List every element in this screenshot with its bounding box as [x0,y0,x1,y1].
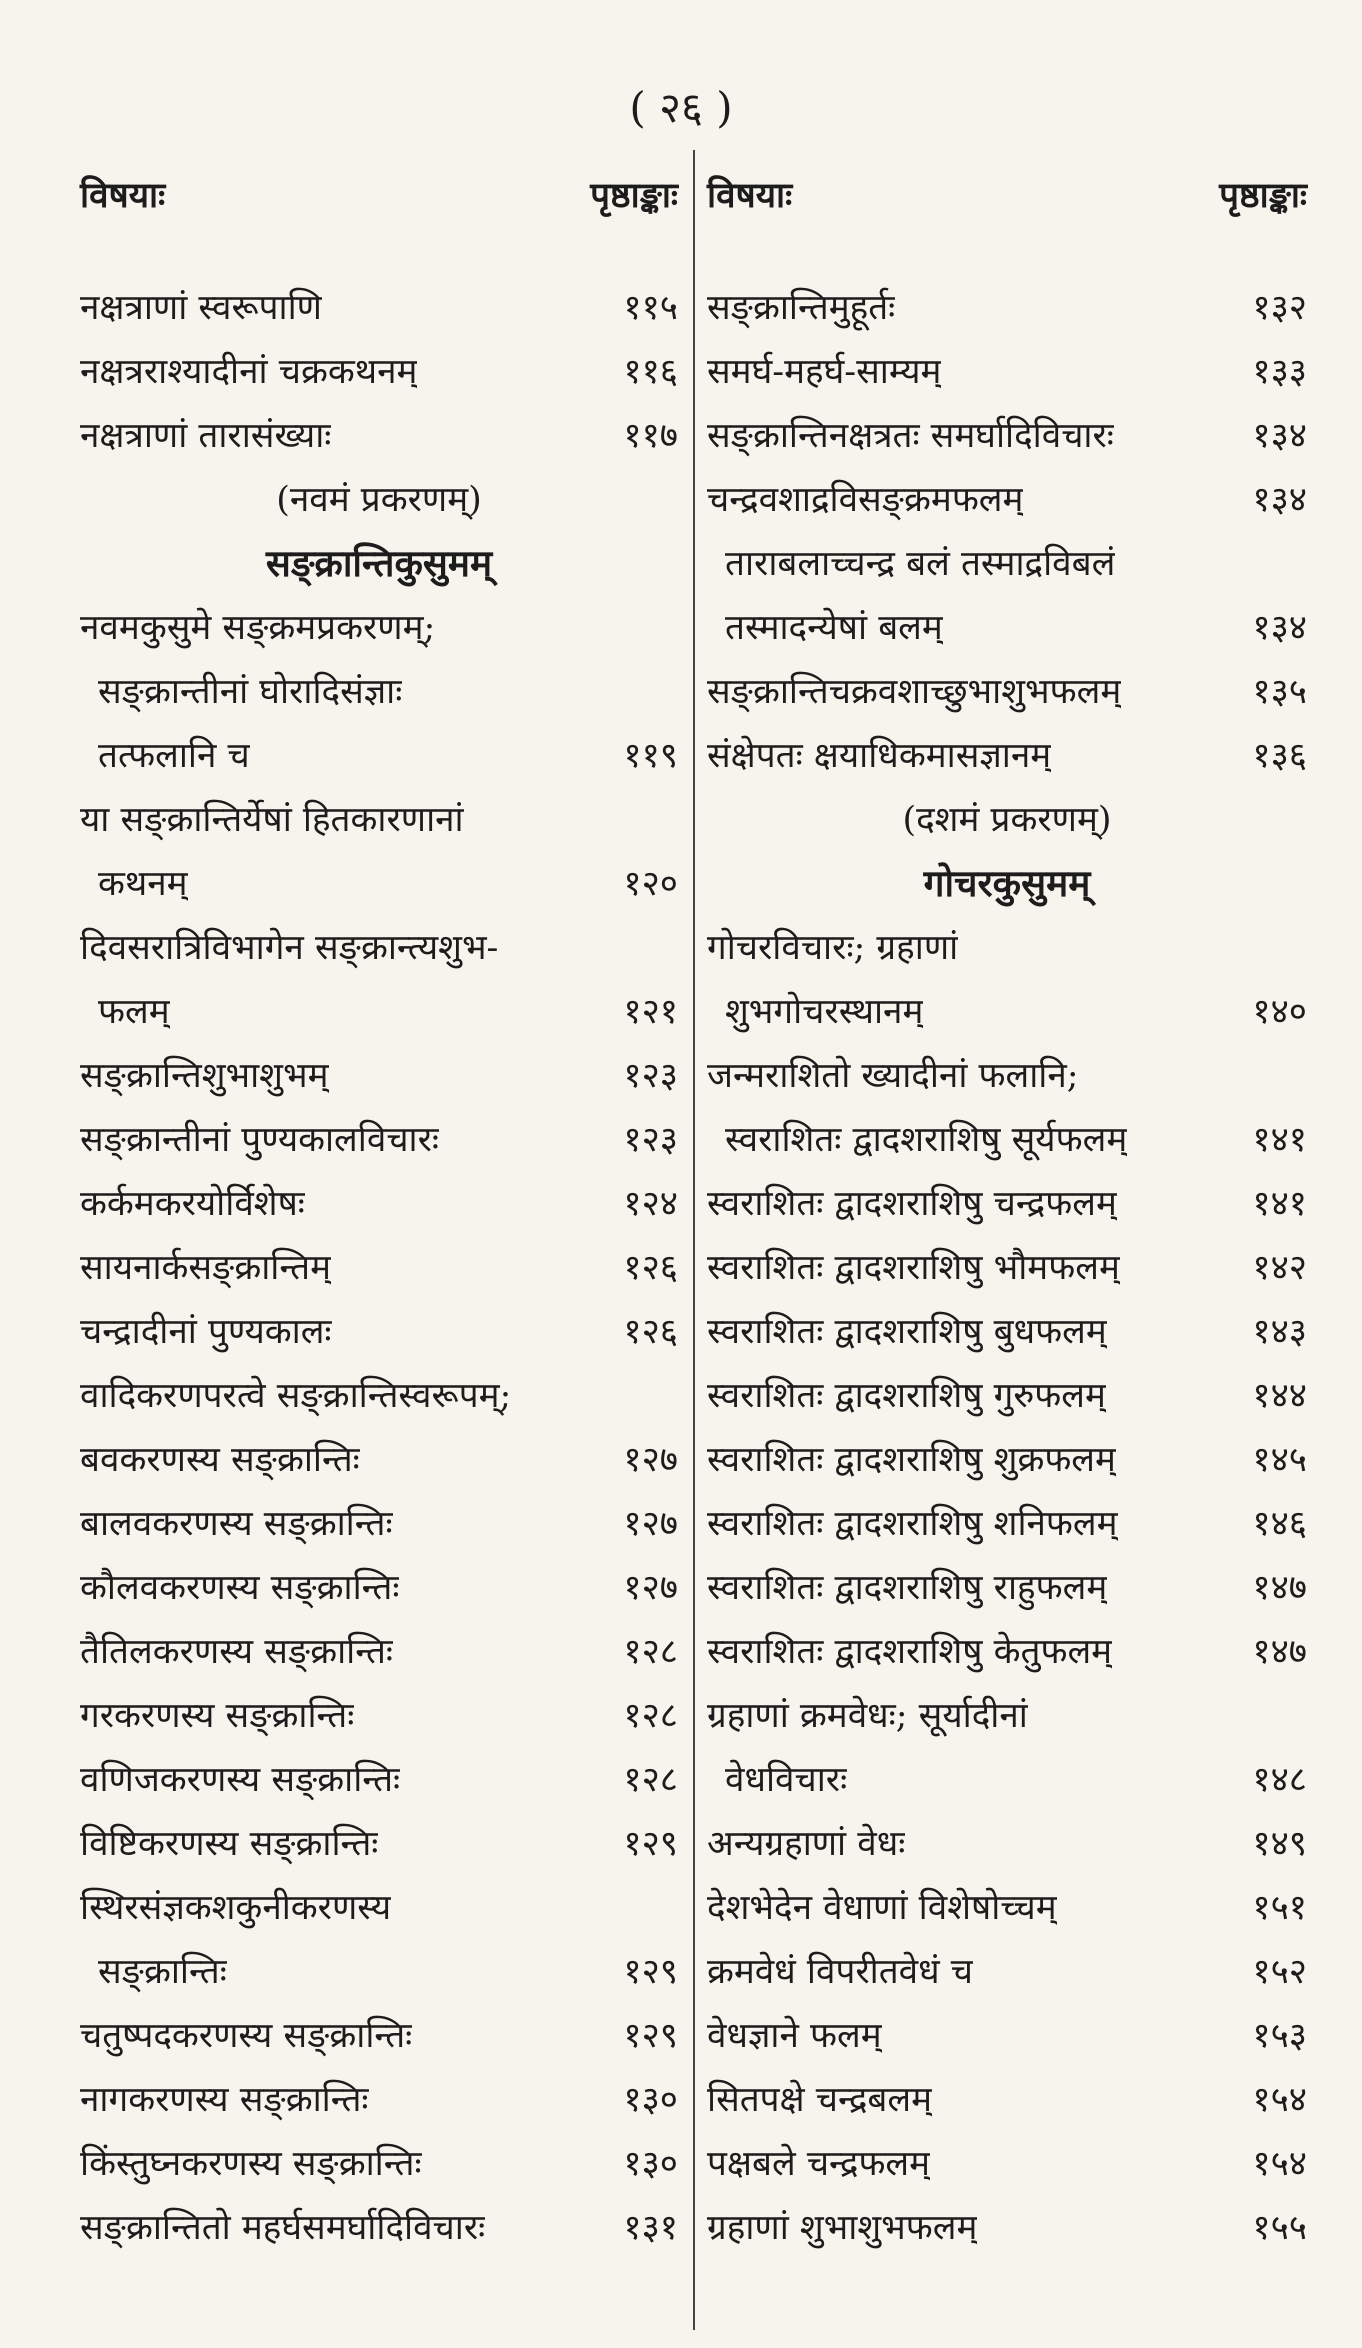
entry-title: फलम् [98,992,170,1032]
entry-title: स्वराशितः द्वादशराशिषु बुधफलम् [707,1312,1107,1352]
index-entry [707,1876,1307,1940]
left-column-header [80,168,678,224]
entry-title: तत्फलानि च [98,736,250,776]
entry-page-number: १२६ [623,1248,678,1288]
subject-header: विषयाः [707,176,793,216]
index-entry [80,980,678,1044]
entry-page-number: १२८ [623,1760,678,1800]
entry-title: किंस्तुघ्नकरणस्य सङ्क्रान्तिः [80,2144,422,2184]
entry-page-number: १३४ [1252,416,1307,456]
entry-title: सङ्क्रान्तीनां पुण्यकालविचारः [80,1120,439,1160]
index-entry [707,1364,1307,1428]
entry-page-number: १२९ [623,1952,678,1992]
entry-title: नक्षत्राणां स्वरूपाणि [80,288,322,328]
index-entry [80,1300,678,1364]
entry-page-number: १३३ [1252,352,1307,392]
index-entry [80,1492,678,1556]
entry-page-number: १५३ [1252,2016,1307,2056]
entry-page-number: १५१ [1252,1888,1307,1928]
entry-page-number: १३० [623,2080,678,2120]
entry-page-number: १२३ [623,1120,678,1160]
entry-title: नक्षत्रराश्यादीनां चक्रकथनम् [80,352,418,392]
index-entry [80,724,678,788]
index-entry [80,2132,678,2196]
index-entry [707,596,1307,660]
index-entry [707,1684,1307,1748]
entry-title: कौलवकरणस्य सङ्क्रान्तिः [80,1568,400,1608]
subject-header: विषयाः [80,176,166,216]
entry-page-number: १४७ [1252,1632,1307,1672]
index-entry [707,468,1307,532]
entry-title: सङ्क्रान्तिचक्रवशाच्छुभाशुभफलम् [707,672,1122,712]
entry-title: देशभेदेन वेधाणां विशेषोच्चम् [707,1888,1057,1928]
entry-page-number: १५२ [1252,1952,1307,1992]
index-entry [707,660,1307,724]
index-entry [707,1236,1307,1300]
index-entry [80,404,678,468]
entry-title: स्वराशितः द्वादशराशिषु गुरुफलम् [707,1376,1106,1416]
entry-title: वेधविचारः [725,1760,848,1800]
entry-page-number: १२९ [623,1824,678,1864]
entry-title: नागकरणस्य सङ्क्रान्तिः [80,2080,369,2120]
section-title: सङ्क्रान्तिकुसुमम् [265,542,493,585]
entry-page-number: १२४ [623,1184,678,1224]
index-entry [80,340,678,404]
index-entry [80,788,678,852]
entry-title: चतुष्पदकरणस्य सङ्क्रान्तिः [80,2016,413,2056]
index-entry [707,1492,1307,1556]
chapter-heading: (दशमं प्रकरणम्) [902,800,1112,840]
entry-page-number: १३४ [1252,480,1307,520]
entry-page-number: १२८ [623,1632,678,1672]
index-entry [707,2132,1307,2196]
column-divider [693,150,695,2330]
entry-title: सङ्क्रान्तिशुभाशुभम् [80,1056,329,1096]
entry-page-number: १३५ [1252,672,1307,712]
entry-title: ग्रहाणां क्रमवेधः; सूर्यादीनां [707,1696,1028,1736]
page-header: पृष्ठाङ्काः [1219,176,1307,216]
entry-title: स्वराशितः द्वादशराशिषु शनिफलम् [707,1504,1118,1544]
entry-title: ताराबलाच्चन्द्र बलं तस्माद्रविबलं [725,544,1116,584]
entry-title: नक्षत्राणां तारासंख्याः [80,416,332,456]
index-entry [80,1684,678,1748]
entry-title: वादिकरणपरत्वे सङ्क्रान्तिस्वरूपम्; [80,1376,512,1416]
entry-page-number: १४६ [1252,1504,1307,1544]
entry-title: नवमकुसुमे सङ्क्रमप्रकरणम्; [80,608,436,648]
entry-title: बालवकरणस्य सङ्क्रान्तिः [80,1504,393,1544]
entry-page-number: १४० [1252,992,1307,1032]
right-entries [707,276,1307,2260]
index-entry [707,1940,1307,2004]
index-entry [80,1876,678,1940]
entry-page-number: १४१ [1252,1184,1307,1224]
entry-page-number: ११५ [623,288,678,328]
index-entry [80,916,678,980]
entry-page-number: १३६ [1252,736,1307,776]
index-entry [80,2004,678,2068]
entry-title: सङ्क्रान्तिः [98,1952,227,1992]
entry-page-number: १४५ [1252,1440,1307,1480]
entry-page-number: १२० [623,864,678,904]
index-entry [707,1812,1307,1876]
entry-page-number: १३२ [1252,288,1307,328]
entry-page-number: १४९ [1252,1824,1307,1864]
index-entry [707,916,1307,980]
index-entry [707,1620,1307,1684]
entry-title: सङ्क्रान्तितो महर्घसमर्घादिविचारः [80,2208,486,2248]
left-entries [80,276,678,2260]
entry-title: सङ्क्रान्तीनां घोरादिसंज्ञाः [98,672,403,712]
index-entry [80,1556,678,1620]
entry-title: सङ्क्रान्तिनक्षत्रतः समर्घादिविचारः [707,416,1114,456]
entry-title: या सङ्क्रान्तिर्येषां हितकारणानां [80,800,464,840]
entry-page-number: १५५ [1252,2208,1307,2248]
entry-title: तैतिलकरणस्य सङ्क्रान्तिः [80,1632,394,1672]
entry-title: बवकरणस्य सङ्क्रान्तिः [80,1440,360,1480]
entry-title: जन्मराशितो ख्यादीनां फलानि; [707,1056,1079,1096]
entry-page-number: १३१ [623,2208,678,2248]
entry-page-number: १२८ [623,1696,678,1736]
entry-title: स्वराशितः द्वादशराशिषु राहुफलम् [707,1568,1108,1608]
entry-page-number: १४३ [1252,1312,1307,1352]
entry-title: समर्घ-महर्घ-साम्यम् [707,352,942,392]
entry-page-number: ११९ [623,736,678,776]
entry-title: वेधज्ञाने फलम् [707,2016,882,2056]
entry-title: अन्यग्रहाणां वेधः [707,1824,906,1864]
entry-title: स्वराशितः द्वादशराशिषु भौमफलम् [707,1248,1120,1288]
index-entry [707,340,1307,404]
entry-title: स्वराशितः द्वादशराशिषु शुक्रफलम् [707,1440,1116,1480]
entry-page-number: १४२ [1252,1248,1307,1288]
index-entry [707,1300,1307,1364]
entry-title: सायनार्कसङ्क्रान्तिम् [80,1248,332,1288]
entry-page-number: १५४ [1252,2144,1307,2184]
index-entry [80,852,678,916]
entry-page-number: १४८ [1252,1760,1307,1800]
index-entry [707,532,1307,596]
left-column [80,168,678,2260]
entry-title: कर्कमकरयोर्विशेषः [80,1184,305,1224]
entry-page-number: १४१ [1252,1120,1307,1160]
index-entry [80,1364,678,1428]
index-entry [80,596,678,660]
index-entry [707,276,1307,340]
entry-title: विष्टिकरणस्य सङ्क्रान्तिः [80,1824,379,1864]
index-entry [707,404,1307,468]
index-entry [707,724,1307,788]
entry-title: स्वराशितः द्वादशराशिषु चन्द्रफलम् [707,1184,1117,1224]
index-entry [80,1044,678,1108]
index-entry [80,1812,678,1876]
entry-title: तस्मादन्येषां बलम् [725,608,943,648]
entry-page-number: १२१ [623,992,678,1032]
entry-title: स्थिरसंज्ञकशकुनीकरणस्य [80,1888,392,1928]
right-column-header [707,168,1307,224]
index-entry [80,1748,678,1812]
chapter-heading: (नवमं प्रकरणम्) [276,480,482,520]
index-entry [80,1940,678,2004]
entry-page-number: ११६ [623,352,678,392]
entry-title: सङ्क्रान्तिमुहूर्तः [707,288,896,328]
right-column [707,168,1307,2260]
entry-title: गरकरणस्य सङ्क्रान्तिः [80,1696,355,1736]
index-entry [80,1236,678,1300]
index-entry [80,660,678,724]
entry-page-number: १२९ [623,2016,678,2056]
entry-title: क्रमवेधं विपरीतवेधं च [707,1952,973,1992]
entry-title: स्वराशितः द्वादशराशिषु केतुफलम् [707,1632,1113,1672]
index-entry [80,1172,678,1236]
entry-page-number: १३४ [1252,608,1307,648]
section-title: गोचरकुसुमम् [923,862,1091,905]
entry-title: सितपक्षे चन्द्रबलम् [707,2080,933,2120]
entry-page-number: १४७ [1252,1568,1307,1608]
entry-page-number: १२३ [623,1056,678,1096]
index-entry [80,2196,678,2260]
entry-page-number: १३० [623,2144,678,2184]
entry-page-number: १२७ [623,1568,678,1608]
entry-page-number: १५४ [1252,2080,1307,2120]
entry-page-number: १२७ [623,1440,678,1480]
index-entry [80,1428,678,1492]
entry-title: स्वराशितः द्वादशराशिषु सूर्यफलम् [725,1120,1128,1160]
index-entry [707,1044,1307,1108]
index-entry [707,2196,1307,2260]
entry-title: दिवसरात्रिविभागेन सङ्क्रान्त्यशुभ- [80,928,499,968]
index-entry [80,1620,678,1684]
page-header: पृष्ठाङ्काः [590,176,678,216]
page-number: ( २६ ) [629,83,733,132]
entry-title: चन्द्रवशाद्रविसङ्क्रमफलम् [707,480,1024,520]
index-entry [80,2068,678,2132]
entry-title: शुभगोचरस्थानम् [725,992,924,1032]
index-entry [80,1108,678,1172]
entry-title: वणिजकरणस्य सङ्क्रान्तिः [80,1760,401,1800]
entry-page-number: ११७ [623,416,678,456]
entry-page-number: १२७ [623,1504,678,1544]
index-entry [707,1428,1307,1492]
entry-title: चन्द्रादीनां पुण्यकालः [80,1312,332,1352]
index-entry [707,1172,1307,1236]
entry-page-number: १२६ [623,1312,678,1352]
index-entry [707,980,1307,1044]
entry-title: कथनम् [98,864,188,904]
entry-title: संक्षेपतः क्षयाधिकमासज्ञानम् [707,736,1052,776]
entry-title: ग्रहाणां शुभाशुभफलम् [707,2208,978,2248]
index-entry [707,1108,1307,1172]
index-entry [707,2004,1307,2068]
index-entry [80,276,678,340]
index-entry [707,1556,1307,1620]
entry-title: गोचरविचारः; ग्रहाणां [707,928,959,968]
entry-page-number: १४४ [1252,1376,1307,1416]
index-entry [707,1748,1307,1812]
entry-title: पक्षबले चन्द्रफलम् [707,2144,931,2184]
index-entry [707,2068,1307,2132]
